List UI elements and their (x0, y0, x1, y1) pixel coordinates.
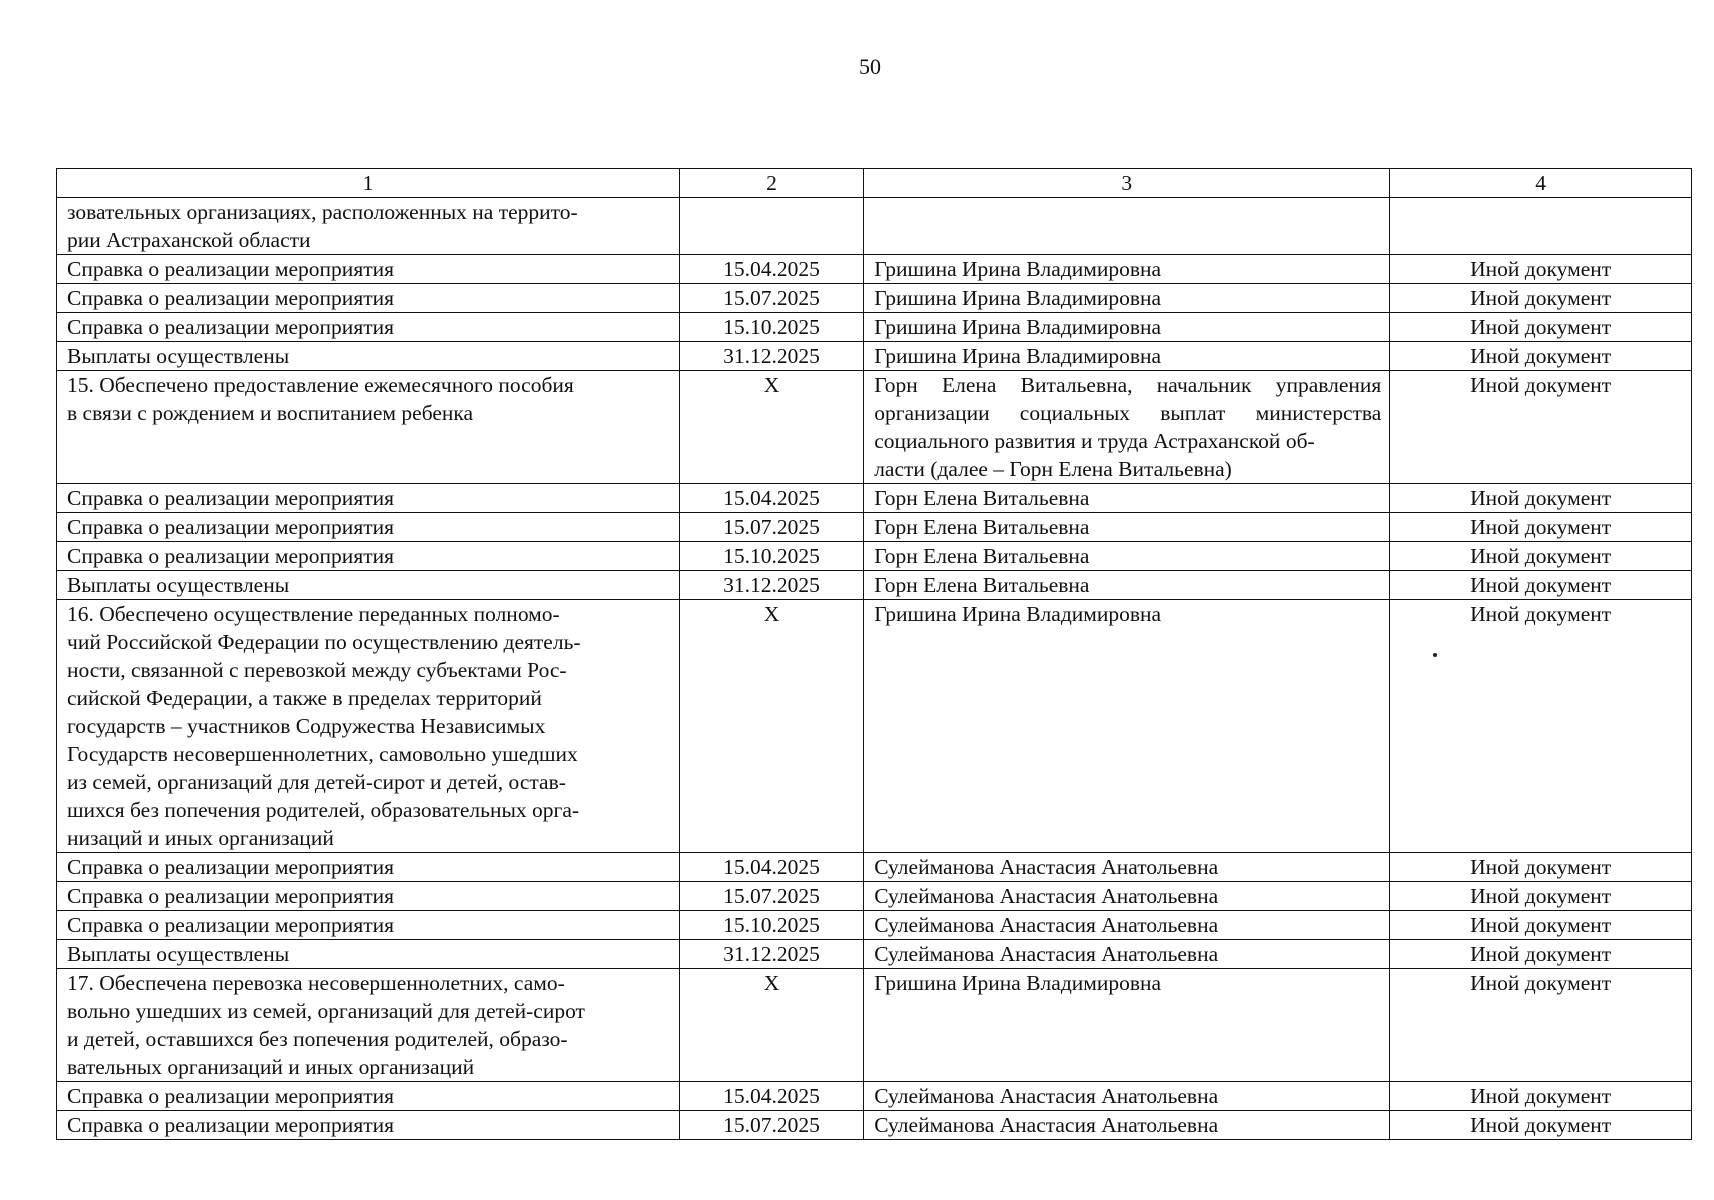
activity-description-cell: Справка о реализации мероприятия (57, 284, 680, 313)
date-cell: 15.07.2025 (679, 882, 863, 911)
document-type-cell: Иной документ (1390, 484, 1692, 513)
responsible-person-cell: Горн Елена Витальевна, начальник управления организации социальных выплат министерства социального развития и труда Астраханской об- ласти (далее – Горн Елена Витальевна) (864, 371, 1390, 484)
column-number-2: 2 (679, 169, 863, 198)
document-type-cell: Иной документ (1390, 882, 1692, 911)
activity-description-cell: Справка о реализации мероприятия (57, 1082, 680, 1111)
table-row (57, 940, 1692, 969)
activity-description-cell: 17. Обеспечена перевозка несовершеннолетних, само- вольно ушедших из семей, организаций для детей-сирот и детей, оставшихся без попечения родителей, образо- вательных организаций и иных организаций (57, 969, 680, 1082)
responsible-person-cell: Сулейманова Анастасия Анатольевна (864, 882, 1390, 911)
date-cell: 15.07.2025 (679, 1111, 863, 1140)
responsible-person-cell: Гришина Ирина Владимировна (864, 255, 1390, 284)
responsible-person-cell: Горн Елена Витальевна (864, 542, 1390, 571)
date-cell: 15.07.2025 (679, 513, 863, 542)
document-type-cell: Иной документ (1390, 911, 1692, 940)
page-number: 50 (859, 54, 881, 79)
table-row (57, 513, 1692, 542)
responsible-person-cell: Гришина Ирина Владимировна (864, 600, 1390, 853)
date-cell: 15.04.2025 (679, 853, 863, 882)
table-row (57, 255, 1692, 284)
document-type-cell: Иной документ (1390, 542, 1692, 571)
document-type-cell: Иной документ (1390, 940, 1692, 969)
activity-description-cell: 15. Обеспечено предоставление ежемесячного пособия в связи с рождением и воспитанием ребенка (57, 371, 680, 484)
responsible-person-cell: Гришина Ирина Владимировна (864, 284, 1390, 313)
table-row (57, 284, 1692, 313)
activity-description-cell: Справка о реализации мероприятия (57, 911, 680, 940)
activity-description-cell: Справка о реализации мероприятия (57, 313, 680, 342)
activity-description-cell: Справка о реализации мероприятия (57, 255, 680, 284)
date-cell: 15.10.2025 (679, 542, 863, 571)
table-body (57, 198, 1692, 1140)
column-number-3: 3 (864, 169, 1390, 198)
document-type-cell: Иной документ (1390, 342, 1692, 371)
date-cell: 31.12.2025 (679, 940, 863, 969)
document-type-cell: Иной документ (1390, 313, 1692, 342)
activity-row (57, 600, 1692, 853)
activity-row (57, 371, 1692, 484)
document-type-cell: Иной документ (1390, 513, 1692, 542)
date-cell: X (679, 371, 863, 484)
table-row (57, 342, 1692, 371)
responsible-person-cell: Сулейманова Анастасия Анатольевна (864, 853, 1390, 882)
date-cell: 15.04.2025 (679, 484, 863, 513)
document-type-cell: Иной документ (1390, 1082, 1692, 1111)
responsible-person-cell: Горн Елена Витальевна (864, 571, 1390, 600)
table-row (57, 571, 1692, 600)
date-cell: 15.10.2025 (679, 911, 863, 940)
activity-description-cell: зовательных организациях, расположенных на террито- рии Астраханской области (57, 198, 680, 255)
document-type-cell: Иной документ (1390, 371, 1692, 484)
responsible-person-cell: Горн Елена Витальевна (864, 484, 1390, 513)
responsible-person-cell: Горн Елена Витальевна (864, 513, 1390, 542)
activity-description-cell: Выплаты осуществлены (57, 342, 680, 371)
table-row (57, 542, 1692, 571)
table-row (57, 853, 1692, 882)
document-type-cell: Иной документ (1390, 571, 1692, 600)
activity-description-cell: Справка о реализации мероприятия (57, 542, 680, 571)
table-row (57, 198, 1692, 255)
column-number-1: 1 (57, 169, 680, 198)
date-cell (679, 198, 863, 255)
table-row (57, 313, 1692, 342)
responsible-person-cell: Гришина Ирина Владимировна (864, 969, 1390, 1082)
document-type-cell: Иной документ (1390, 853, 1692, 882)
activity-description-cell: Справка о реализации мероприятия (57, 513, 680, 542)
activity-description-cell: Справка о реализации мероприятия (57, 882, 680, 911)
responsible-person-cell: Сулейманова Анастасия Анатольевна (864, 1111, 1390, 1140)
table-row (57, 1082, 1692, 1111)
responsible-person-cell: Сулейманова Анастасия Анатольевна (864, 940, 1390, 969)
activity-description-cell: Выплаты осуществлены (57, 571, 680, 600)
activity-table (56, 168, 1692, 1140)
activity-description-cell: 16. Обеспечено осуществление переданных полномо- чий Российской Федерации по осуществлению деятель- ности, связанной с перевозкой между субъектами Рос- сийской Федерации, а также в пределах территорий государств – участников Содружества Независимых Государств несовершеннолетних, самовольно ушедших из семей, организаций для детей-сирот и детей, остав- шихся без попечения родителей, образовательных орга- низаций и иных организаций (57, 600, 680, 853)
date-cell: 31.12.2025 (679, 571, 863, 600)
responsible-person-cell: Гришина Ирина Владимировна (864, 342, 1390, 371)
responsible-person-cell: Гришина Ирина Владимировна (864, 313, 1390, 342)
document-type-cell: Иной документ (1390, 600, 1692, 853)
activity-description-cell: Выплаты осуществлены (57, 940, 680, 969)
date-cell: 15.04.2025 (679, 255, 863, 284)
activity-description-cell: Справка о реализации мероприятия (57, 853, 680, 882)
table-row (57, 882, 1692, 911)
responsible-person-cell (864, 198, 1390, 255)
document-type-cell: Иной документ (1390, 255, 1692, 284)
document-type-cell: Иной документ (1390, 969, 1692, 1082)
responsible-person-cell: Сулейманова Анастасия Анатольевна (864, 1082, 1390, 1111)
table-row (57, 1111, 1692, 1140)
column-number-4: 4 (1390, 169, 1692, 198)
date-cell: 31.12.2025 (679, 342, 863, 371)
date-cell: X (679, 600, 863, 853)
scan-speck (1433, 653, 1437, 657)
date-cell: 15.10.2025 (679, 313, 863, 342)
activity-description-cell: Справка о реализации мероприятия (57, 1111, 680, 1140)
date-cell: 15.04.2025 (679, 1082, 863, 1111)
activity-description-cell: Справка о реализации мероприятия (57, 484, 680, 513)
document-type-cell: Иной документ (1390, 1111, 1692, 1140)
date-cell: 15.07.2025 (679, 284, 863, 313)
document-type-cell (1390, 198, 1692, 255)
date-cell: X (679, 969, 863, 1082)
document-type-cell: Иной документ (1390, 284, 1692, 313)
column-number-row (57, 169, 1692, 198)
table-row (57, 911, 1692, 940)
table-row (57, 484, 1692, 513)
activity-row (57, 969, 1692, 1082)
responsible-person-cell: Сулейманова Анастасия Анатольевна (864, 911, 1390, 940)
